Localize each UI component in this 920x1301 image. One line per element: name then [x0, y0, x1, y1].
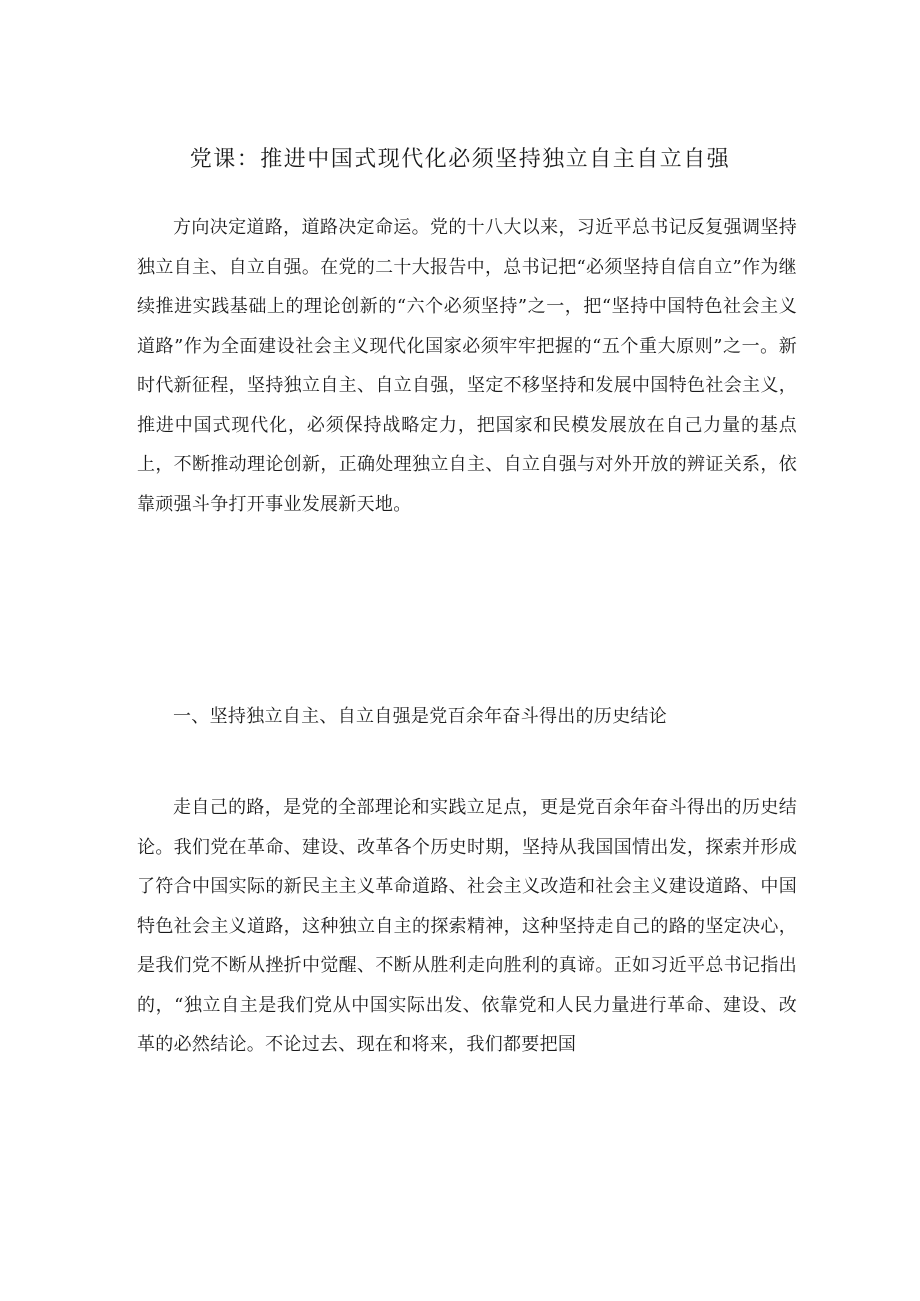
intro-paragraph: 方向决定道路，道路决定命运。党的十八大以来，习近平总书记反复强调坚持独立自主、自立自强。在党的二十大报告中，总书记把“必须坚持自信自立”作为继续推进实践基础上的理论创新的“六个必须坚持”之一，把“坚持中国特色社会主义道路”作为全面建设社会主义现代化国家必须牢牢把握的“五个重大原则”之一。新时代新征程，坚持独立自主、自立自强，坚定不移坚持和发展中国特色社会主义，推进中国式现代化，必须保持战略定力，把国家和民模发展放在自己力量的基点上，不断推动理论创新，正确处理独立自主、自立自强与对外开放的辨证关系，依靠顽强斗争打开事业发展新天地。 — [137, 217, 797, 515]
document-title: 党课：推进中国式现代化必须坚持独立自主自立自强 — [189, 147, 731, 172]
section-paragraph: 走自己的路，是党的全部理论和实践立足点，更是党百余年奋斗得出的历史结论。我们党在革命、建设、改革各个历史时期，坚持从我国国情出发，探索并形成了符合中国实际的新民主主义革命道路、社会主义改造和社会主义建设道路、中国特色社会主义道路，这种独立自主的探索精神，这种坚持走自己的路的坚定决心，是我们党不断从挫折中觉醒、不断从胜利走向胜利的真谛。正如习近平总书记指出的，“独立自主是我们党从中国实际出发、依靠党和人民力量进行革命、建设、改革的必然结论。不论过去、现在和将来，我们都要把国 — [137, 797, 797, 1055]
section-heading: 一、坚持独立自主、自立自强是党百余年奋斗得出的历史结论 — [173, 706, 668, 727]
